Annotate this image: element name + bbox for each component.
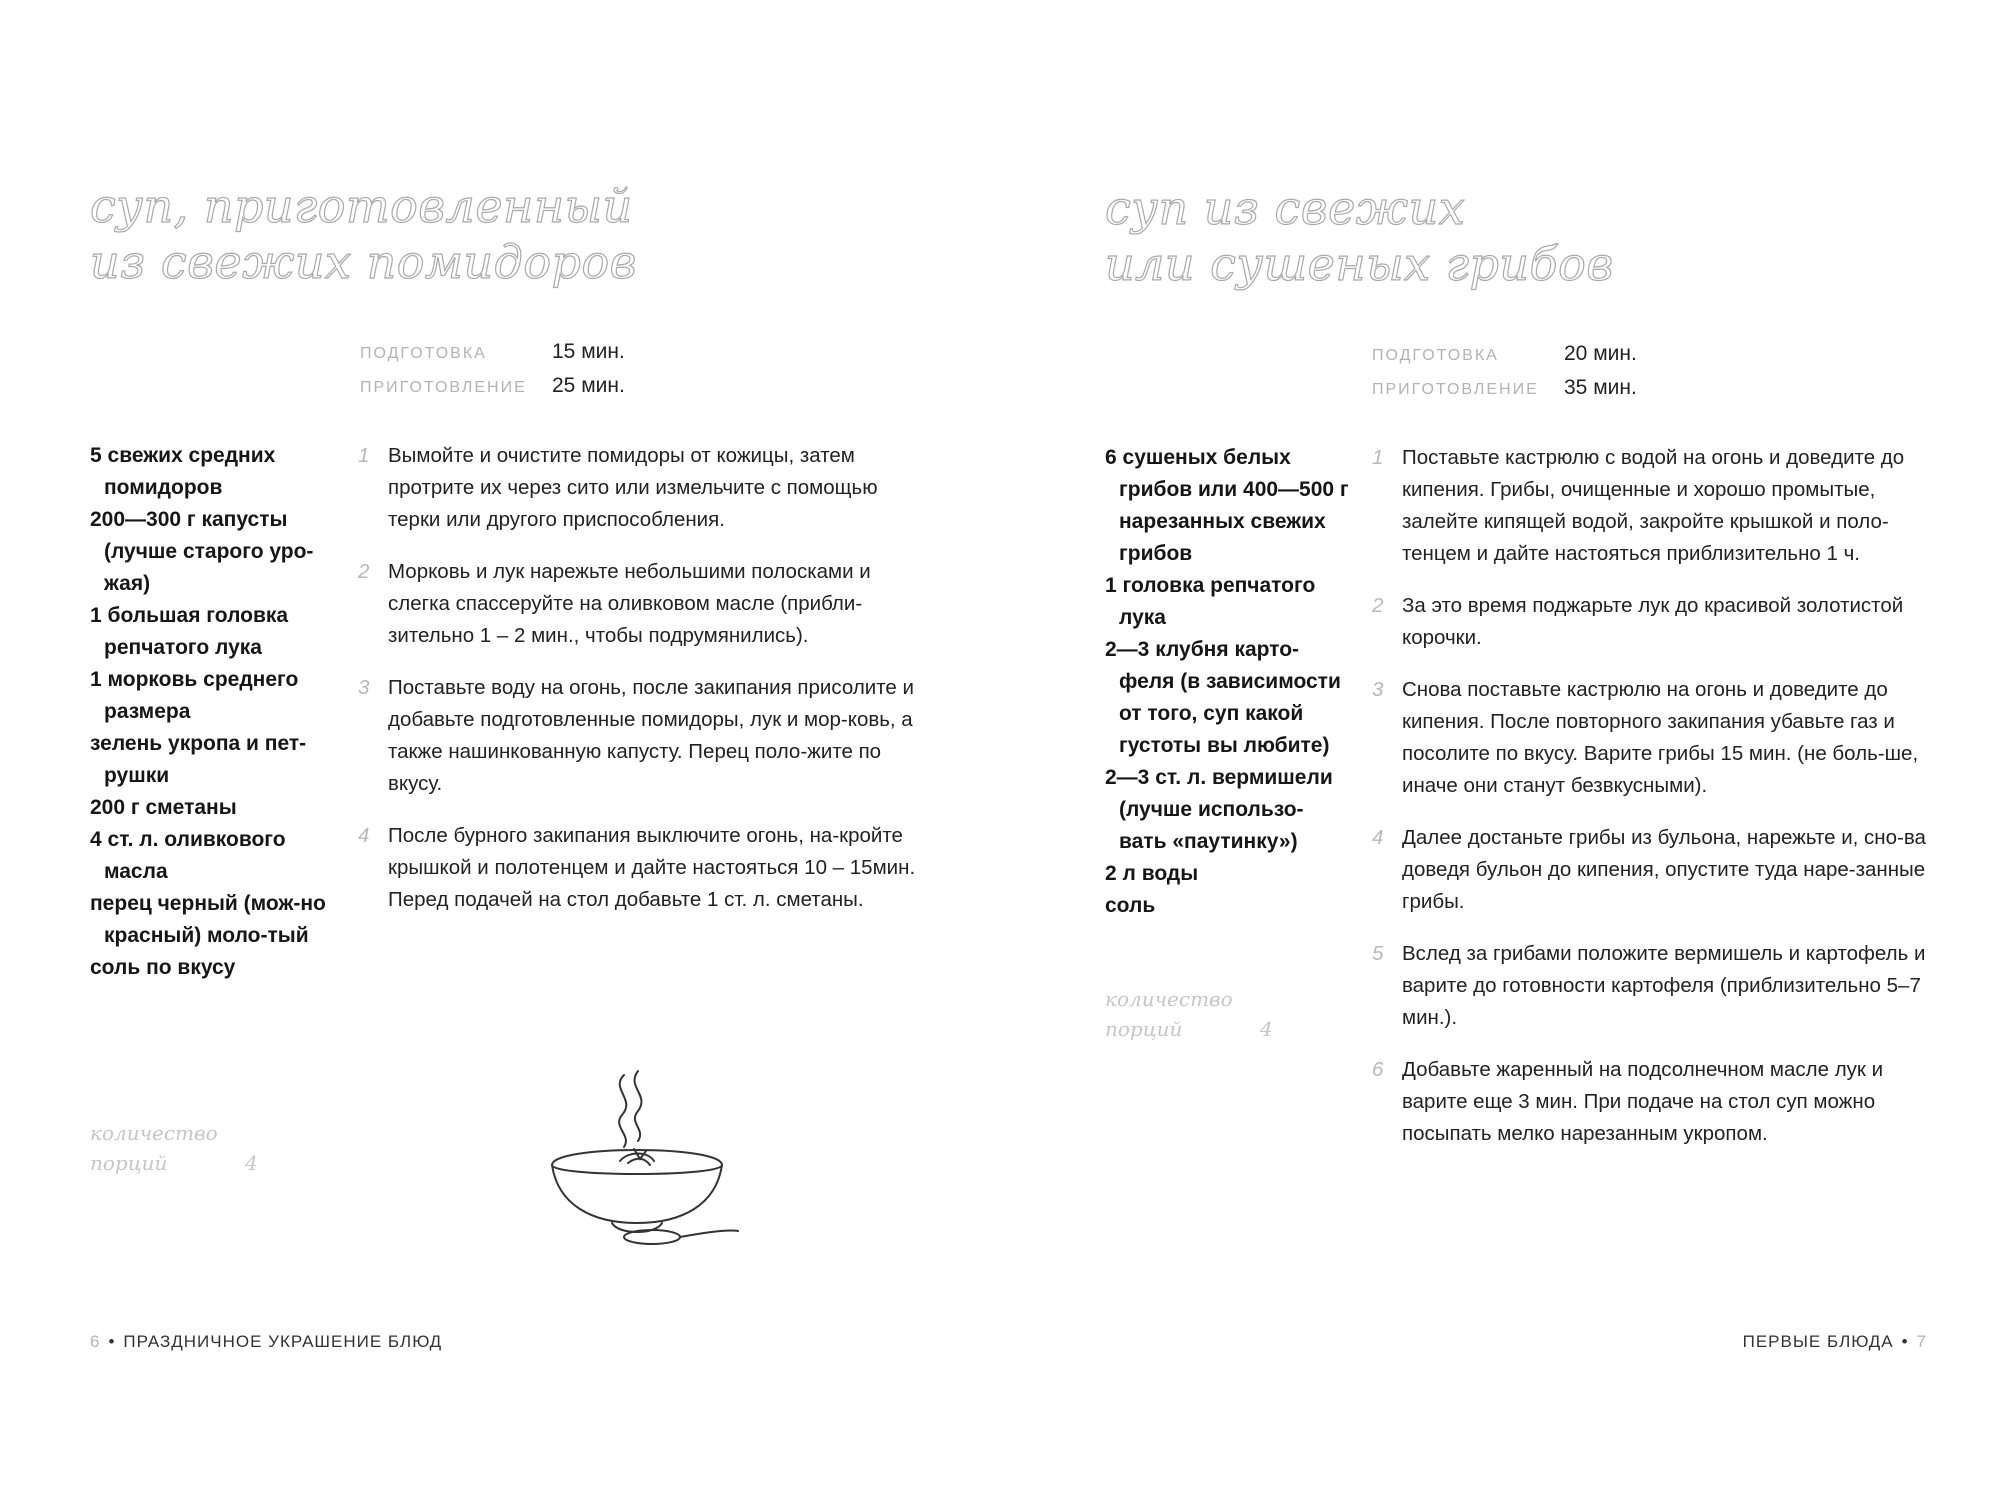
step-number: 3: [1372, 678, 1384, 701]
ingredients-list: [1105, 442, 1350, 922]
step-item: [1372, 590, 1932, 654]
servings-label: количество: [90, 1121, 218, 1145]
servings-count: 4: [1260, 1017, 1273, 1041]
ingredient-item: 6 сушеных белых грибов или 400—500 г нарезанных свежих грибов: [1105, 446, 1349, 565]
servings-info: [90, 1118, 290, 1178]
title-line-2: из свежих помидоров: [90, 235, 637, 289]
step-number: 4: [358, 824, 370, 847]
step-item: [358, 672, 918, 800]
step-item: [358, 556, 918, 652]
step-text: Вымойте и очистите помидоры от кожицы, затем протрите их через сито или измельчите с помощью терки или другого приспособления.: [388, 444, 878, 531]
ingredient-item: 5 свежих средних помидоров: [90, 444, 276, 499]
step-item: [358, 820, 918, 916]
ingredient-item: соль по вкусу: [90, 956, 236, 979]
prep-label: ПОДГОТОВКА: [360, 345, 487, 362]
step-text: Вслед за грибами положите вермишель и картофель и варите до готовности картофеля (приблизительно 5–7 мин.).: [1402, 942, 1926, 1029]
step-number: 2: [358, 560, 370, 583]
title-line-1: суп из свежих: [1105, 181, 1466, 235]
cook-label: ПРИГОТОВЛЕНИЕ: [360, 379, 527, 396]
step-item: [1372, 442, 1932, 570]
recipe-title: [1105, 180, 1614, 292]
ingredient-item: 2—3 ст. л. вермишели (лучше использо-вать «паутинку»): [1105, 766, 1333, 853]
time-info: [360, 339, 625, 401]
step-text: Снова поставьте кастрюлю на огонь и доведите до кипения. После повторного закипания убавьте газ и посолите по вкусу. Варите грибы 15 мин. (не боль-ше, иначе они станут безвкусными).: [1402, 678, 1919, 797]
ingredient-item: соль: [1105, 894, 1156, 917]
page-number: 7: [1916, 1332, 1927, 1351]
cook-time: 25 мин.: [552, 374, 625, 397]
step-item: [358, 440, 918, 536]
step-number: 3: [358, 676, 370, 699]
step-number: 1: [358, 444, 370, 467]
step-text: Добавьте жаренный на подсолнечном масле лук и варите еще 3 мин. При подаче на стол суп можно посыпать мелко нарезанным укропом.: [1402, 1058, 1884, 1145]
step-text: После бурного закипания выключите огонь, на-кройте крышкой и полотенцем и дайте настояться 10 – 15мин. Перед подачей на стол добавьте 1 ст. л. сметаны.: [388, 824, 916, 911]
servings-count: 4: [245, 1151, 258, 1175]
step-item: [1372, 938, 1932, 1034]
soup-bowl-icon: [532, 1065, 742, 1245]
step-text: Морковь и лук нарежьте небольшими полосками и слегка спассеруйте на оливковом масле (прибли-зительно 1 – 2 мин., чтобы подрумянились).: [388, 560, 871, 647]
prep-time: 20 мин.: [1564, 342, 1637, 365]
steps-list: [1372, 442, 1932, 1170]
cook-label: ПРИГОТОВЛЕНИЕ: [1372, 381, 1539, 398]
step-text: Поставьте кастрюлю с водой на огонь и доведите до кипения. Грибы, очищенные и хорошо промытые, залейте кипящей водой, закройте крышкой и поло-тенцем и дайте настояться приблизительно 1 ч.: [1402, 446, 1905, 565]
ingredient-item: 2 л воды: [1105, 862, 1199, 885]
ingredient-item: 1 головка репчатого лука: [1105, 574, 1316, 629]
step-text: Далее достаньте грибы из бульона, нарежьте и, сно-ва доведя бульон до кипения, опустите туда наре-занные грибы.: [1402, 826, 1926, 913]
section-title: ПЕРВЫЕ БЛЮДА: [1742, 1332, 1894, 1351]
ingredients-list: [90, 440, 335, 984]
servings-info: [1105, 984, 1305, 1044]
ingredient-item: 1 морковь среднего размера: [90, 668, 299, 723]
step-item: [1372, 674, 1932, 802]
ingredient-item: 200—300 г капусты (лучше старого уро-жая): [90, 508, 314, 595]
ingredient-item: 2—3 клубня карто-феля (в зависимости от того, суп какой густоты вы любите): [1105, 638, 1341, 757]
page-footer: 6 • ПРАЗДНИЧНОЕ УКРАШЕНИЕ БЛЮД: [90, 1332, 443, 1351]
servings-label-2: порций: [90, 1151, 168, 1175]
recipe-title: [90, 178, 637, 290]
ingredient-item: 200 г сметаны: [90, 796, 237, 819]
ingredient-item: перец черный (мож-но красный) моло-тый: [90, 892, 326, 947]
right-page: [1000, 0, 2000, 1510]
page-footer: ПЕРВЫЕ БЛЮДА • 7: [1742, 1332, 1927, 1351]
step-number: 4: [1372, 826, 1384, 849]
section-title: ПРАЗДНИЧНОЕ УКРАШЕНИЕ БЛЮД: [123, 1332, 443, 1351]
ingredient-item: 4 ст. л. оливкового масла: [90, 828, 286, 883]
step-text: Поставьте воду на огонь, после закипания присолите и добавьте подготовленные помидоры, лук и мор-ковь, а также нашинкованную капусту. Перец поло-жите по вкусу.: [388, 676, 914, 795]
servings-label: количество: [1105, 987, 1233, 1011]
page-number: 6: [90, 1332, 101, 1351]
cook-time: 35 мин.: [1564, 376, 1637, 399]
step-item: [1372, 1054, 1932, 1150]
step-text: За это время поджарьте лук до красивой золотистой корочки.: [1402, 594, 1904, 649]
title-line-1: суп, приготовленный: [90, 179, 633, 233]
prep-label: ПОДГОТОВКА: [1372, 347, 1499, 364]
prep-time: 15 мин.: [552, 340, 625, 363]
step-item: [1372, 822, 1932, 918]
title-line-2: или сушеных грибов: [1105, 237, 1614, 291]
step-number: 5: [1372, 942, 1384, 965]
ingredient-item: 1 большая головка репчатого лука: [90, 604, 289, 659]
servings-label-2: порций: [1105, 1017, 1183, 1041]
step-number: 2: [1372, 594, 1384, 617]
ingredient-item: зелень укропа и пет-рушки: [90, 732, 307, 787]
steps-list: [358, 440, 918, 936]
time-info: [1372, 341, 1637, 403]
step-number: 1: [1372, 446, 1384, 469]
step-number: 6: [1372, 1058, 1384, 1081]
